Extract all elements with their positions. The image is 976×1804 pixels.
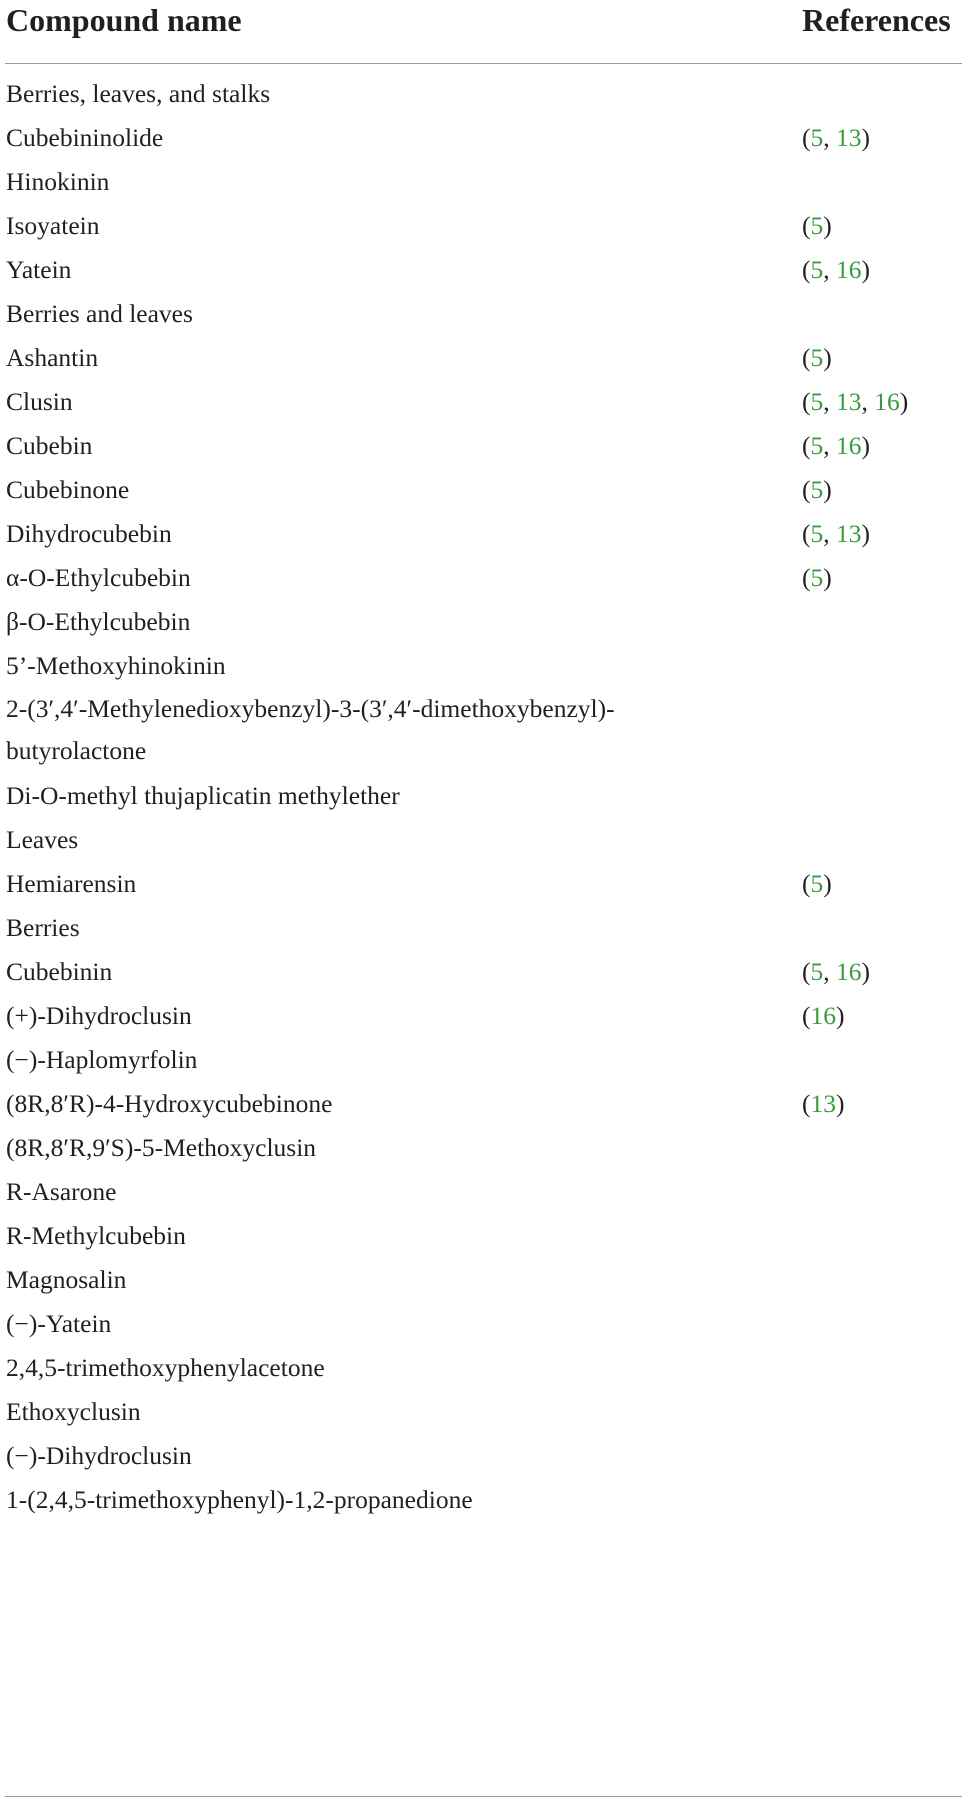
compound-name: Di-O-methyl thujaplicatin methylether bbox=[6, 781, 400, 810]
compound-name: Ashantin bbox=[6, 343, 99, 372]
reference-link[interactable]: 13 bbox=[836, 387, 862, 416]
compound-name: Berries bbox=[6, 913, 80, 942]
compound-name: 2,4,5-trimethoxyphenylacetone bbox=[6, 1353, 325, 1382]
compound-name: (−)-Haplomyrfolin bbox=[6, 1045, 198, 1074]
reference-link[interactable]: 5 bbox=[810, 343, 824, 372]
reference-link[interactable]: 16 bbox=[810, 1001, 836, 1030]
compound-name: Hemiarensin bbox=[6, 869, 137, 898]
reference-link[interactable]: 13 bbox=[836, 519, 862, 548]
reference-link[interactable]: 16 bbox=[836, 957, 862, 986]
compound-name: R-Methylcubebin bbox=[6, 1221, 186, 1250]
reference-link[interactable]: 16 bbox=[836, 255, 862, 284]
compound-name: Yatein bbox=[6, 255, 72, 284]
references-cell: (5) bbox=[802, 563, 832, 592]
reference-link[interactable]: 5 bbox=[810, 475, 824, 504]
compound-name: Cubebinin bbox=[6, 957, 113, 986]
compound-name: Magnosalin bbox=[6, 1265, 127, 1294]
compound-name: (−)-Yatein bbox=[6, 1309, 112, 1338]
references-header: References bbox=[802, 2, 951, 38]
compound-name-header: Compound name bbox=[6, 2, 242, 38]
compound-name: Clusin bbox=[6, 387, 73, 416]
compound-name: Cubebin bbox=[6, 431, 93, 460]
compound-name: Berries and leaves bbox=[6, 299, 193, 328]
reference-link[interactable]: 5 bbox=[810, 869, 824, 898]
references-cell: (5, 13) bbox=[802, 123, 870, 152]
compound-name: Hinokinin bbox=[6, 167, 110, 196]
compound-name: (8R,8′R,9′S)-5-Methoxyclusin bbox=[6, 1133, 317, 1162]
reference-link[interactable]: 5 bbox=[810, 957, 824, 986]
compound-name: (8R,8′R)-4-Hydroxycubebinone bbox=[6, 1089, 333, 1118]
compound-name: Dihydrocubebin bbox=[6, 519, 172, 548]
references-cell: (5, 16) bbox=[802, 957, 870, 986]
compound-name: (+)-Dihydroclusin bbox=[6, 1001, 192, 1030]
compound-name: 2-(3′,4′-Methylenedioxybenzyl)-3-(3′,4′-dimethoxybenzyl)-butyrolactone bbox=[6, 694, 615, 765]
references-cell: (5, 13) bbox=[802, 519, 870, 548]
table-header bbox=[0, 0, 976, 64]
reference-link[interactable]: 5 bbox=[810, 255, 824, 284]
reference-link[interactable]: 5 bbox=[810, 211, 824, 240]
compound-name: 5’-Methoxyhinokinin bbox=[6, 651, 226, 680]
reference-link[interactable]: 16 bbox=[874, 387, 900, 416]
reference-link[interactable]: 5 bbox=[810, 123, 824, 152]
reference-link[interactable]: 13 bbox=[836, 123, 862, 152]
compound-name: Berries, leaves, and stalks bbox=[6, 79, 271, 108]
bottom-rule bbox=[5, 1796, 962, 1797]
references-cell: (5) bbox=[802, 211, 832, 240]
compound-name: α-O-Ethylcubebin bbox=[6, 563, 191, 592]
compound-name: Isoyatein bbox=[6, 211, 100, 240]
reference-link[interactable]: 5 bbox=[810, 519, 824, 548]
header-rule bbox=[5, 63, 962, 64]
reference-link[interactable]: 5 bbox=[810, 563, 824, 592]
references-cell: (5) bbox=[802, 869, 832, 898]
compound-name: Ethoxyclusin bbox=[6, 1397, 141, 1426]
references-cell: (16) bbox=[802, 1001, 845, 1030]
compound-name: β-O-Ethylcubebin bbox=[6, 607, 191, 636]
compound-name: 1-(2,4,5-trimethoxyphenyl)-1,2-propanedione bbox=[6, 1485, 473, 1514]
compound-name: Cubebinone bbox=[6, 475, 130, 504]
references-cell: (5) bbox=[802, 475, 832, 504]
reference-link[interactable]: 5 bbox=[810, 431, 824, 460]
compound-name: (−)-Dihydroclusin bbox=[6, 1441, 192, 1470]
compound-name: Cubebininolide bbox=[6, 123, 164, 152]
references-cell: (13) bbox=[802, 1089, 845, 1118]
references-cell: (5, 16) bbox=[802, 431, 870, 460]
references-cell: (5) bbox=[802, 343, 832, 372]
compound-name: Leaves bbox=[6, 825, 79, 854]
compound-name: R-Asarone bbox=[6, 1177, 117, 1206]
reference-link[interactable]: 5 bbox=[810, 387, 824, 416]
reference-link[interactable]: 13 bbox=[810, 1089, 836, 1118]
reference-link[interactable]: 16 bbox=[836, 431, 862, 460]
references-cell: (5, 16) bbox=[802, 255, 870, 284]
references-cell: (5, 13, 16) bbox=[802, 387, 909, 416]
